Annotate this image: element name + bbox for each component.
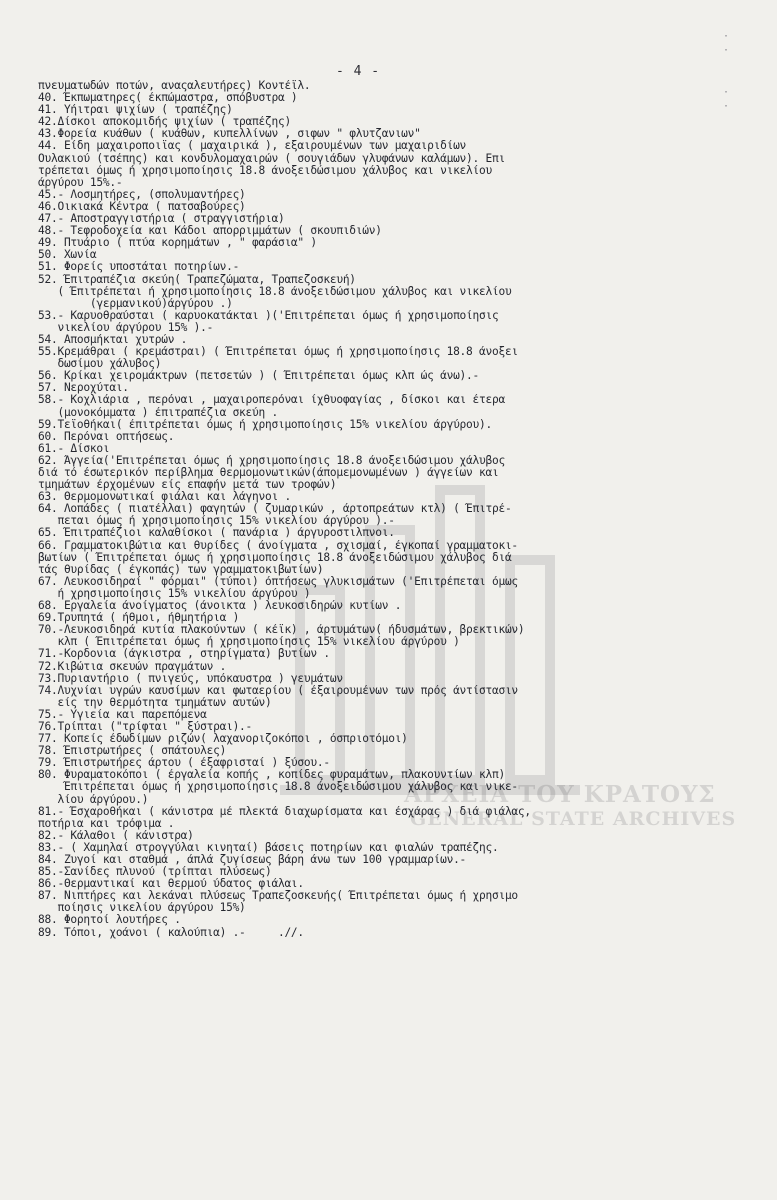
list-item-83: 83.- ( Χαμηλαί στρογγύλαι κινηταί) βάσεις ποτηρίων και φιαλών τραπέζης. <box>38 841 499 854</box>
list-item-81: 81.- Έσχαροθήκαι ( κάνιστρα μέ πλεκτά διαχωρίσματα και έσχάρας ) διά φιάλας, <box>38 805 531 818</box>
text-line: είς την θερμότητα τμημάτων αυτών) <box>38 696 272 709</box>
list-item-45: 45.- Λοσμητήρες, (σπολυμαντήρες) <box>38 188 246 201</box>
list-item-50: 50. Χωνία <box>38 249 97 262</box>
list-item-72: 72.Κιβώτια σκευών πραγμάτων . <box>38 660 227 673</box>
text-line: πνευματωδών ποτών, αναςαλευτήρες) Κοντέϊλ. <box>38 80 311 92</box>
list-item-63: 63. Θερμομονωτικαί φιάλαι και λάγηνοι . <box>38 491 291 504</box>
list-item-64: 64. Λοπάδες ( πιατέλλαι) φαγητών ( ζυμαρικών , άρτοπρεάτων κτλ) ( Έπιτρέ- <box>38 503 512 516</box>
text-line: (γερμανικού)άργύρου .) <box>38 297 233 310</box>
list-item-77: 77. Κοπείς έδωδίμων ριζών( λαχανοριζοκόποι , όσπριοτόμοι) <box>38 733 408 746</box>
list-item-70: 70.-Λευκοσιδηρά κυτία πλακούντων ( κέϊκ) , άρτυμάτων( ήδυσμάτων, βρεκτικών) <box>38 624 525 637</box>
text-line: κλπ ( Έπιτρέπεται όμως ή χρησιμοποίησις 15% νικελίου άργύρου ) <box>38 636 460 649</box>
typewritten-list <box>38 80 738 939</box>
text-line: (μονοκόμματα ) έπιτραπέζια σκεύη . <box>38 406 278 419</box>
list-item-88: 88. Φορητοί λουτήρες . <box>38 914 181 927</box>
watermark-text-greek: ΑΡΧΕΙΑ ΤΟΥ ΚΡΑΤΟΥΣ <box>404 781 716 808</box>
list-item-51: 51. Φορείς υποστάται ποτηρίων.- <box>38 261 240 274</box>
list-item-78: 78. Έπιστρωτήρες ( σπάτουλες) <box>38 745 227 758</box>
list-item-71: 71.-Κορδονια (άγκιστρα , στηρίγματα) βυτίων . <box>38 648 330 661</box>
list-item-86: 86.-Θερμαντικαί και θερμού ύδατος φιάλαι. <box>38 878 304 891</box>
list-item-89: 89. Τόποι, χοάνοι ( καλούπια) .- .//. <box>38 926 304 939</box>
list-item-85: 85.-Σανίδες πλυνού (τρίπται πλύσεως) <box>38 866 272 879</box>
text-line: τάς θυρίδας ( έγκοπάς) των γραμματοκιβωτίων) <box>38 563 324 576</box>
list-item-76: 76.Τρίπται ("τρίφται " ξύστραι).- <box>38 720 253 733</box>
list-item-68: 68. Εργαλεία άνοίγματος (άνοικτα ) λευκοσιδηρών κυτίων . <box>38 600 402 613</box>
watermark-text-english: GENERAL STATE ARCHIVES <box>410 808 737 830</box>
text-line: ποτήρια και τρόφιμα . <box>38 817 175 830</box>
list-item-49: 49. Πτυάριο ( πτύα κορημάτων , " φαράσια" ) <box>38 237 317 250</box>
text-line: ή χρησιμοποίησις 15% νικελίου άργύρου ) <box>38 587 311 600</box>
text-line: διά τό έσωτερικόν περίβλημα θερμομονωτικών(άπομεμονωμένων ) άγγείων και <box>38 467 499 479</box>
text-line: Έπιτρέπεται όμως ή χρησιμοποίησις 18.8 άνοξειδώσιμου χάλυβος και νικε- <box>38 781 518 794</box>
list-item-61: 61.- Δίσκοι <box>38 442 110 455</box>
list-item-87: 87. Νιπτήρες και λεκάναι πλύσεως Τραπεζοσκευής( Έπιτρέπεται όμως ή χρησιμο <box>38 890 518 903</box>
list-item-42: 42.Δίσκοι αποκομιδής ψιχίων ( τραπέζης) <box>38 116 291 129</box>
list-item-56: 56. Κρίκαι χειρομάκτρων (πετσετών ) ( Έπιτρέπεται όμως κλπ ώς άνω).- <box>38 370 480 383</box>
list-item-74: 74.Λυχνίαι υγρών καυσίμων και φωταερίου ( έξαιρουμένων των πρός άντίστασιν <box>38 684 518 697</box>
list-item-48: 48.- Τεφροδοχεία και Κάδοι απορριμμάτων ( σκουπιδιών) <box>38 225 382 238</box>
text-line: λίου άργύρου.) <box>38 793 149 806</box>
list-item-62: 62. Άγγεία('Επιτρέπεται όμως ή χρησιμοποίησις 18.8 άνοξειδώσιμου χάλυβος <box>38 454 505 467</box>
list-item-41: 41. Υήιτραι ψιχίων ( τραπέζης) <box>38 104 233 117</box>
list-item-67: 67. Λευκοσιδηραί " φόρμαι" (τύποι) όπτήσεως γλυκισμάτων ('Επιτρέπεται όμως <box>38 575 518 588</box>
list-item-59: 59.Τεϊοθήκαι( έπιτρέπεται όμως ή χρησιμοποίησις 15% νικελίου άργύρου). <box>38 418 492 431</box>
list-item-75: 75.- Υγιεία και παρεπόμενα <box>38 708 207 721</box>
list-item-40: 40. Έκπωματηρες( έκπώμαστρα, σπόβυστρα ) <box>38 92 298 105</box>
list-item-80: 80. Φυραματοκόποι ( έργαλεία κοπής , κοπίδες φυραμάτων, πλακουντίων κλπ) <box>38 769 505 782</box>
text-line: ποίησις νικελίου άργύρου 15%) <box>38 902 246 915</box>
list-item-44: 44. Είδη μαχαιροποιΐας ( μαχαιρικά ), εξαιρουμένων των μαχαιριδίων <box>38 140 467 153</box>
list-item-46: 46.Οικιακά Κέντρα ( πατσαβούρες) <box>38 200 246 213</box>
list-item-58: 58.- Κοχλιάρια , περόναι , μαχαιροπερόναι ίχθυοφαγίας , δίσκοι και έτερα <box>38 394 505 407</box>
list-item-54: 54. Αποσμήκται χυτρών . <box>38 333 188 346</box>
text-line: άργύρου 15%.- <box>38 176 123 189</box>
list-item-73: 73.Πυριαντήριο ( πνιγεύς, υπόκαυστρα ) γευμάτων <box>38 672 343 685</box>
text-line: δωσίμου χάλυβος) <box>38 358 162 371</box>
margin-marks: · · · · <box>722 31 729 112</box>
text-line: νικελίου άργύρου 15% ).- <box>38 321 214 334</box>
text-line: ( Έπιτρέπεται ή χρησιμοποίησις 18.8 άνοξειδώσιμου χάλυβος και νικελίου <box>38 285 512 298</box>
list-item-53: 53.- Καρυοθραύσται ( καρυοκατάκται )('Επιτρέπεται όμως ή χρησιμοποίησις <box>38 309 499 322</box>
list-item-55: 55.Κρεμάθραι ( κρεμάστραι) ( Έπιτρέπεται όμως ή χρησιμοποίησις 18.8 άνοξει <box>38 346 518 359</box>
text-line: Ουλακιού (τσέπης) και κονδυλομαχαιρών ( σουγιάδων γλυφάνων καλάμων). Επι <box>38 152 505 165</box>
list-item-84: 84. Ζυγοί και σταθμά , άπλά ζυγίσεως βάρη άνω των 100 γραμμαρίων.- <box>38 854 467 866</box>
text-line: τμημάτων έρχομένων είς επαφήν μετά των τροφών) <box>38 479 337 492</box>
list-item-82: 82.- Κάλαθοι ( κάνιστρα) <box>38 829 194 842</box>
list-item-79: 79. Έπιστρωτήρες άρτου ( έξαφρισταί ) ξύσου.- <box>38 757 330 770</box>
page-number: - 4 - <box>336 64 381 79</box>
list-item-66: 66. Γραμματοκιβώτια και θυρίδες ( άνοίγματα , σχισμαί, έγκοπαί γραμματοκι- <box>38 539 518 552</box>
list-item-65: 65. Έπιτραπέζιοι καλαθίσκοι ( πανάρια ) άργυροστιλπνοι. <box>38 527 395 540</box>
text-line: τρέπεται όμως ή χρησιμοποίησις 18.8 άνοξειδώσιμου χάλυβος και νικελίου <box>38 164 492 177</box>
list-item-69: 69.Τρυπητά ( ήθμοι, ήθμητήρια ) <box>38 612 240 625</box>
list-item-57: 57. Νεροχύται. <box>38 382 129 395</box>
text-line: πεται όμως ή χρησιμοποίησις 15% νικελίου άργύρου ).- <box>38 515 395 528</box>
list-item-60: 60. Περόναι οπτήσεως. <box>38 430 175 443</box>
text-line: βωτίων ( Έπιτρέπεται όμως ή χρησιμοποίησις 18.8 άνοξειδώσιμου χάλυβος διά <box>38 551 512 564</box>
list-item-52: 52. Έπιτραπέζια σκεύη( Τραπεζώματα, Τραπεζοσκευή) <box>38 273 356 286</box>
list-item-43: 43.Φορεία κυάθων ( κυάθων, κυπελλίνων , σιφων " φλυτζανιων" <box>38 128 421 141</box>
list-item-47: 47.- Αποστραγγιστήρια ( στραγγιστήρια) <box>38 213 285 226</box>
